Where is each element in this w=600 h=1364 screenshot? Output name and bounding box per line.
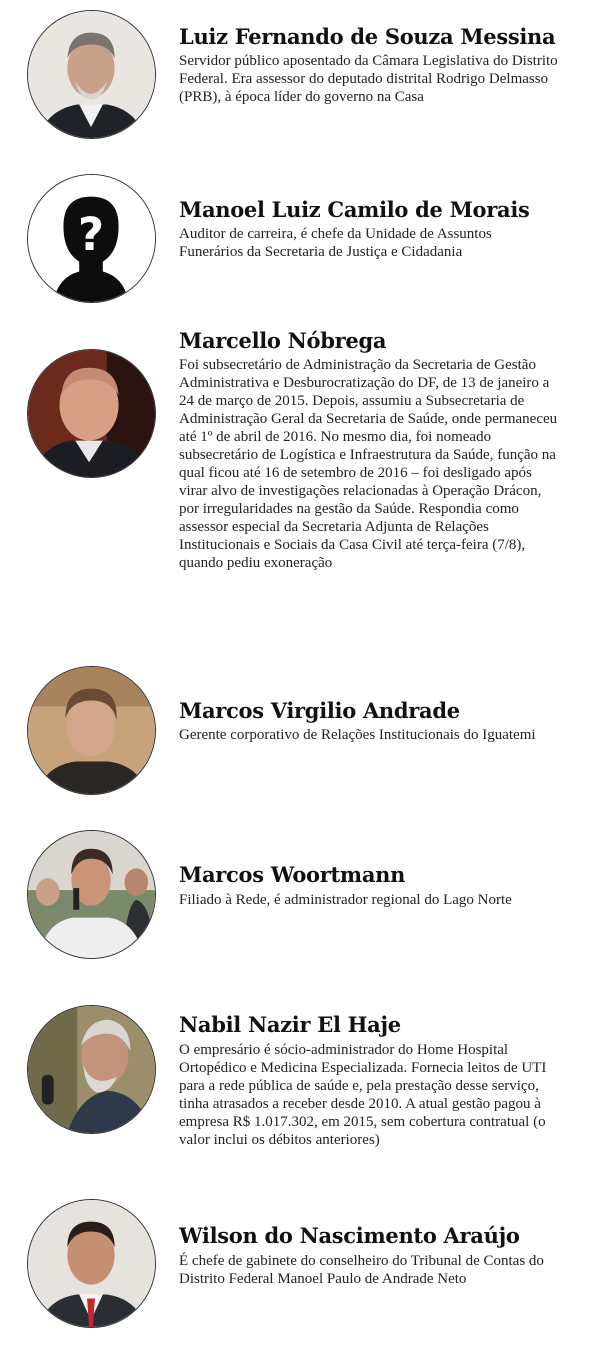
person-description: Auditor de carreira, é chefe da Unidade de Assuntos Funerários da Secretaria de Justiça e Cidadania <box>179 226 492 260</box>
person-name: Marcello Nóbrega <box>179 328 387 353</box>
person-photo <box>27 666 156 795</box>
person-description: Gerente corporativo de Relações Institucionais do Iguatemi <box>179 727 536 743</box>
person-description: O empresário é sócio-administrador do Home Hospital Ortopédico e Medicina Especializada. Fornecia leitos de UTI para a rede pública de saúde e, pela prestação desse serviço, tinha atrasados a receber desde 2010. A atual gestão pagou à empresa R$ 1.017.302, em 2015, sem cobertura contratual (o valor inclui os débitos anteriores) <box>179 1042 547 1148</box>
person-name: Luiz Fernando de Souza Messina <box>179 24 556 49</box>
person-description: É chefe de gabinete do conselheiro do Tribunal de Contas do Distrito Federal Manoel Paulo de Andrade Neto <box>179 1253 544 1287</box>
person-description: Filiado à Rede, é administrador regional do Lago Norte <box>179 892 512 908</box>
person-name: Nabil Nazir El Haje <box>179 1012 401 1037</box>
person-photo <box>27 1005 156 1134</box>
person-name: Marcos Virgilio Andrade <box>179 698 460 723</box>
unknown-person-icon <box>27 174 156 303</box>
person-description: Servidor público aposentado da Câmara Legislativa do Distrito Federal. Era assessor do deputado distrital Rodrigo Delmasso (PRB), à época líder do governo na Casa <box>179 53 558 105</box>
person-photo <box>27 830 156 959</box>
person-name: Wilson do Nascimento Araújo <box>179 1223 520 1248</box>
person-photo <box>27 10 156 139</box>
person-photo <box>27 1199 156 1328</box>
svg-text:?: ? <box>77 207 105 261</box>
person-name: Marcos Woortmann <box>179 862 406 887</box>
person-name: Manoel Luiz Camilo de Morais <box>179 197 530 222</box>
person-description: Foi subsecretário de Administração da Secretaria de Gestão Administrativa e Desburocratização do DF, de 13 de janeiro a 24 de março de 2015. Depois, assumiu a Subsecretaria de Administração Geral da Secretaria de Saúde, onde permaneceu até 1º de abril de 2016. No mesmo dia, foi nomeado subsecretário de Logística e Infraestrutura da Saúde, função na qual ficou até 16 de setembro de 2016 – foi desligado após virar alvo de investigações relacionadas à Operação Drácon, por irregularidades na gestão da Saúde. Respondia como assessor especial da Secretaria Adjunta de Relações Institucionais e Sociais da Casa Civil até terça-feira (7/8), quando pediu exoneração <box>179 357 558 571</box>
person-photo <box>27 349 156 478</box>
